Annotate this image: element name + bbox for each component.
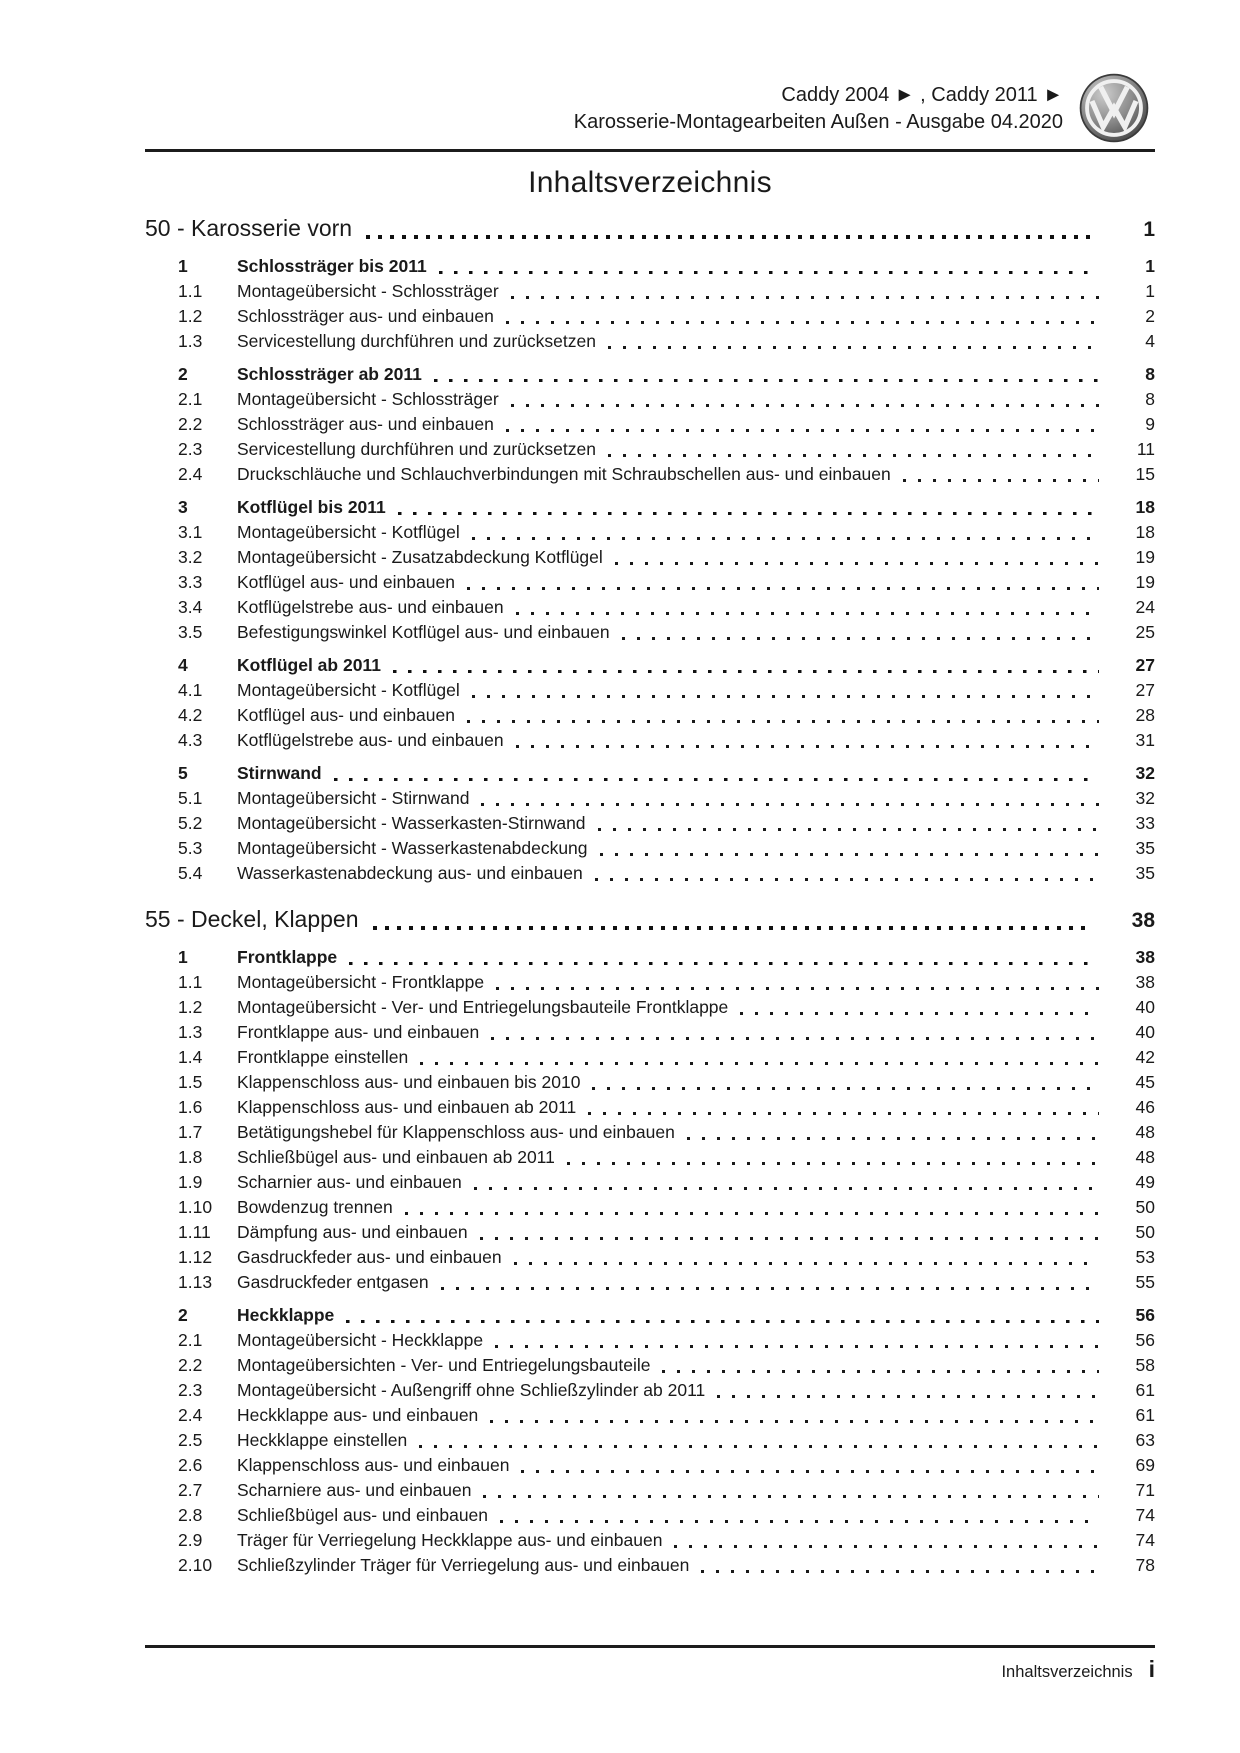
- toc-entry-page: 74: [1135, 1530, 1155, 1550]
- toc-entry-number: 5.2: [178, 813, 203, 833]
- toc-entry-page: 18: [1135, 522, 1155, 542]
- toc-entry-title: Gasdruckfeder entgasen: [237, 1272, 429, 1292]
- toc-entry-number: 1: [178, 947, 188, 967]
- toc-entry-number: 5.4: [178, 863, 203, 883]
- page-footer: [1001, 1656, 1155, 1683]
- toc-row: [145, 329, 1155, 354]
- toc-entry-title: Schließbügel aus- und einbauen: [237, 1505, 489, 1525]
- toc-entry-title: Kotflügel bis 2011: [237, 497, 386, 517]
- toc: [145, 212, 1155, 1578]
- toc-row: [145, 811, 1155, 836]
- toc-entry-title: Kotflügel aus- und einbauen: [237, 705, 455, 725]
- toc-entry-title: Kotflügelstrebe aus- und einbauen: [237, 597, 504, 617]
- header-document-line: Karosserie-Montagearbeiten Außen - Ausgabe 04.2020: [573, 111, 1063, 133]
- dot-leader: [514, 1262, 1099, 1265]
- toc-entry-number: 3.1: [178, 522, 203, 542]
- toc-row: [145, 995, 1155, 1020]
- toc-entry-title: Klappenschloss aus- und einbauen ab 2011: [237, 1097, 577, 1117]
- toc-entry-page: 46: [1135, 1097, 1155, 1117]
- toc-entry-page: 63: [1135, 1430, 1155, 1450]
- toc-row: [145, 1553, 1155, 1578]
- toc-row: [145, 1120, 1155, 1145]
- dot-leader: [516, 745, 1099, 748]
- toc-row: [145, 1220, 1155, 1245]
- toc-row: [145, 254, 1155, 279]
- toc-chapter-page: 1: [1143, 218, 1155, 241]
- toc-row: [145, 1195, 1155, 1220]
- toc-entry-page: 61: [1135, 1380, 1155, 1400]
- toc-entry-page: 35: [1135, 838, 1155, 858]
- toc-row: [145, 279, 1155, 304]
- toc-entry-title: Bowdenzug trennen: [237, 1197, 393, 1217]
- dot-leader: [483, 1495, 1099, 1498]
- toc-entry-title: Montageübersicht - Außengriff ohne Schließzylinder ab 2011: [237, 1380, 706, 1400]
- dot-leader: [588, 1112, 1099, 1115]
- toc-entry-number: 2.1: [178, 1330, 203, 1350]
- toc-row: [145, 861, 1155, 886]
- toc-entry-title: Montageübersichten - Ver- und Entriegelungsbauteile: [237, 1355, 651, 1375]
- toc-entry-number: 3.4: [178, 597, 203, 617]
- toc-entry-page: 32: [1135, 788, 1155, 808]
- toc-entry-number: 1.3: [178, 331, 203, 351]
- toc-entry-page: 25: [1135, 622, 1155, 642]
- footer-label: Inhaltsverzeichnis: [1001, 1663, 1133, 1681]
- toc-entry-title: Kotflügelstrebe aus- und einbauen: [237, 730, 504, 750]
- toc-row: [145, 678, 1155, 703]
- toc-row: [145, 1328, 1155, 1353]
- dot-leader: [481, 803, 1099, 806]
- toc-entry-title: Servicestellung durchführen und zurücksetzen: [237, 439, 596, 459]
- toc-entry-title: Schließbügel aus- und einbauen ab 2011: [237, 1147, 555, 1167]
- toc-entry-number: 2.6: [178, 1455, 203, 1475]
- toc-entry-title: Träger für Verriegelung Heckklappe aus- und einbauen: [237, 1530, 663, 1550]
- toc-entry-page: 28: [1135, 705, 1155, 725]
- toc-entry-number: 3.2: [178, 547, 203, 567]
- toc-entry-title: Klappenschloss aus- und einbauen: [237, 1455, 510, 1475]
- toc-entry-page: 18: [1135, 497, 1155, 517]
- dot-leader: [420, 1062, 1099, 1065]
- toc-entry-title: Scharnier aus- und einbauen: [237, 1172, 462, 1192]
- footer-page-number: i: [1148, 1656, 1155, 1682]
- toc-entry-number: 1.10: [178, 1197, 213, 1217]
- dot-leader: [490, 1420, 1099, 1423]
- toc-entry-page: 1: [1145, 281, 1155, 301]
- dot-leader: [480, 1237, 1099, 1240]
- dot-leader: [405, 1212, 1099, 1215]
- toc-entry-page: 40: [1135, 1022, 1155, 1042]
- header-models-line: Caddy 2004 ► , Caddy 2011 ►: [781, 84, 1063, 106]
- toc-entry-title: Schlossträger aus- und einbauen: [237, 414, 494, 434]
- toc-entry-page: 2: [1145, 306, 1155, 326]
- toc-entry-title: Frontklappe einstellen: [237, 1047, 409, 1067]
- toc-row: [145, 1170, 1155, 1195]
- toc-row: [145, 1503, 1155, 1528]
- toc-entry-page: 19: [1135, 547, 1155, 567]
- toc-entry-page: 49: [1135, 1172, 1155, 1192]
- toc-row: [145, 412, 1155, 437]
- toc-entry-number: 2.4: [178, 1405, 203, 1425]
- toc-entry-number: 1.12: [178, 1247, 213, 1267]
- toc-entry-title: Montageübersicht - Heckklappe: [237, 1330, 484, 1350]
- toc-entry-page: 24: [1135, 597, 1155, 617]
- dot-leader: [511, 404, 1099, 407]
- dot-leader: [615, 562, 1099, 565]
- dot-leader: [511, 296, 1099, 299]
- toc-row: [145, 1378, 1155, 1403]
- dot-leader: [674, 1545, 1099, 1548]
- toc-entry-page: 31: [1135, 730, 1155, 750]
- toc-row: [145, 520, 1155, 545]
- dot-leader: [516, 612, 1099, 615]
- toc-row: [145, 1303, 1155, 1328]
- toc-entry-number: 1.2: [178, 997, 203, 1017]
- toc-row: [145, 1428, 1155, 1453]
- toc-entry-number: 1.3: [178, 1022, 203, 1042]
- dot-leader: [474, 1187, 1099, 1190]
- toc-entry-page: 78: [1135, 1555, 1155, 1575]
- toc-entry-title: Montageübersicht - Schlossträger: [237, 389, 499, 409]
- toc-entry-number: 1: [178, 256, 188, 276]
- dot-leader: [441, 1287, 1099, 1290]
- toc-row: [145, 437, 1155, 462]
- toc-entry-title: Schließzylinder Träger für Verriegelung aus- und einbauen: [237, 1555, 690, 1575]
- toc-entry-title: Dämpfung aus- und einbauen: [237, 1222, 468, 1242]
- toc-row: [145, 836, 1155, 861]
- dot-leader: [622, 637, 1099, 640]
- toc-row: [145, 703, 1155, 728]
- dot-leader: [393, 670, 1099, 674]
- toc-row: [145, 495, 1155, 520]
- dot-leader: [496, 987, 1099, 990]
- toc-entry-number: 5: [178, 763, 188, 783]
- toc-row: [145, 728, 1155, 753]
- page-title: Inhaltsverzeichnis: [528, 166, 772, 199]
- toc-entry-number: 1.6: [178, 1097, 203, 1117]
- toc-row: [145, 1020, 1155, 1045]
- toc-row: [145, 545, 1155, 570]
- dot-leader: [495, 1345, 1099, 1348]
- toc-row: [145, 1245, 1155, 1270]
- toc-entry-title: Servicestellung durchführen und zurücksetzen: [237, 331, 596, 351]
- toc-entry-number: 2.10: [178, 1555, 213, 1575]
- toc-entry-title: Heckklappe einstellen: [237, 1430, 408, 1450]
- toc-entry-title: Schlossträger bis 2011: [237, 256, 427, 276]
- toc-row: [145, 620, 1155, 645]
- toc-entry-title: Montageübersicht - Frontklappe: [237, 972, 485, 992]
- toc-entry-title: Kotflügel aus- und einbauen: [237, 572, 455, 592]
- toc-entry-title: Klappenschloss aus- und einbauen bis 2010: [237, 1072, 581, 1092]
- toc-row: [145, 304, 1155, 329]
- toc-entry-number: 2.9: [178, 1530, 203, 1550]
- dot-leader: [398, 512, 1099, 516]
- toc-row: [145, 462, 1155, 487]
- toc-entry-title: Stirnwand: [237, 763, 322, 783]
- toc-entry-number: 3.3: [178, 572, 203, 592]
- dot-leader: [366, 235, 1093, 239]
- toc-entry-title: Schlossträger aus- und einbauen: [237, 306, 494, 326]
- dot-leader: [662, 1370, 1099, 1373]
- toc-row: [145, 1145, 1155, 1170]
- toc-entry-number: 1.4: [178, 1047, 203, 1067]
- toc-row: [145, 1403, 1155, 1428]
- toc-entry-page: 27: [1135, 655, 1155, 675]
- toc-entry-title: Heckklappe aus- und einbauen: [237, 1405, 479, 1425]
- toc-entry-page: 11: [1136, 439, 1155, 459]
- toc-entry-title: Betätigungshebel für Klappenschloss aus- und einbauen: [237, 1122, 675, 1142]
- toc-entry-number: 2.2: [178, 414, 203, 434]
- toc-entry-number: 1.13: [178, 1272, 213, 1292]
- dot-leader: [598, 828, 1099, 831]
- toc-entry-number: 2.3: [178, 439, 203, 459]
- toc-entry-number: 1.1: [178, 972, 203, 992]
- dot-leader: [608, 454, 1099, 457]
- toc-entry-number: 1.11: [178, 1222, 211, 1242]
- dot-leader: [717, 1395, 1099, 1398]
- toc-row: [145, 1270, 1155, 1295]
- dot-leader: [592, 1087, 1099, 1090]
- toc-entry-title: Montageübersicht - Kotflügel: [237, 522, 460, 542]
- dot-leader: [472, 695, 1099, 698]
- toc-entry-page: 61: [1135, 1405, 1155, 1425]
- dot-leader: [373, 926, 1093, 930]
- toc-entry-page: 19: [1135, 572, 1155, 592]
- toc-entry-title: Gasdruckfeder aus- und einbauen: [237, 1247, 502, 1267]
- toc-entry-number: 1.7: [178, 1122, 203, 1142]
- toc-entry-page: 50: [1135, 1222, 1155, 1242]
- header-divider: [145, 149, 1155, 152]
- toc-entry-title: Montageübersicht - Wasserkastenabdeckung: [237, 838, 588, 858]
- toc-chapter-row: [145, 903, 1155, 937]
- toc-entry-number: 2.2: [178, 1355, 203, 1375]
- toc-entry-page: 74: [1135, 1505, 1155, 1525]
- dot-leader: [467, 587, 1099, 590]
- dot-leader: [687, 1137, 1099, 1140]
- toc-entry-title: Montageübersicht - Kotflügel: [237, 680, 460, 700]
- toc-entry-page: 48: [1135, 1147, 1155, 1167]
- dot-leader: [349, 962, 1099, 966]
- toc-entry-page: 33: [1135, 813, 1155, 833]
- toc-entry-page: 50: [1135, 1197, 1155, 1217]
- toc-row: [145, 595, 1155, 620]
- dot-leader: [595, 878, 1099, 881]
- dot-leader: [521, 1470, 1099, 1473]
- dot-leader: [491, 1037, 1099, 1040]
- dot-leader: [467, 720, 1099, 723]
- toc-row: [145, 653, 1155, 678]
- dot-leader: [419, 1445, 1099, 1448]
- toc-entry-number: 2.1: [178, 389, 203, 409]
- toc-entry-page: 4: [1145, 331, 1155, 351]
- toc-entry-page: 69: [1135, 1455, 1155, 1475]
- toc-row: [145, 570, 1155, 595]
- toc-row: [145, 1045, 1155, 1070]
- toc-entry-number: 4.2: [178, 705, 203, 725]
- vw-logo-icon: [1079, 73, 1149, 143]
- toc-row: [145, 970, 1155, 995]
- toc-entry-number: 3: [178, 497, 188, 517]
- toc-entry-number: 2: [178, 1305, 188, 1325]
- toc-entry-number: 4.3: [178, 730, 203, 750]
- toc-entry-page: 56: [1135, 1305, 1155, 1325]
- toc-entry-title: Montageübersicht - Stirnwand: [237, 788, 470, 808]
- footer-divider: [145, 1645, 1155, 1648]
- dot-leader: [701, 1570, 1099, 1573]
- toc-row: [145, 1095, 1155, 1120]
- toc-row: [145, 1070, 1155, 1095]
- dot-leader: [608, 346, 1099, 349]
- dot-leader: [334, 778, 1099, 782]
- toc-entry-number: 5.1: [178, 788, 203, 808]
- toc-entry-page: 58: [1135, 1355, 1155, 1375]
- toc-row: [145, 387, 1155, 412]
- toc-row: [145, 1528, 1155, 1553]
- toc-entry-title: Schlossträger ab 2011: [237, 364, 422, 384]
- toc-chapter-row: [145, 212, 1155, 246]
- toc-entry-page: 38: [1135, 972, 1155, 992]
- toc-entry-page: 8: [1145, 389, 1155, 409]
- toc-entry-title: Frontklappe: [237, 947, 338, 967]
- toc-entry-page: 42: [1135, 1047, 1155, 1067]
- toc-entry-page: 32: [1135, 763, 1155, 783]
- toc-entry-title: Montageübersicht - Zusatzabdeckung Kotflügel: [237, 547, 603, 567]
- toc-entry-page: 27: [1135, 680, 1155, 700]
- toc-row: [145, 1453, 1155, 1478]
- toc-entry-title: Befestigungswinkel Kotflügel aus- und einbauen: [237, 622, 610, 642]
- toc-entry-number: 2: [178, 364, 188, 384]
- dot-leader: [506, 321, 1099, 324]
- toc-entry-title: Montageübersicht - Wasserkasten-Stirnwand: [237, 813, 586, 833]
- toc-entry-number: 2.7: [178, 1480, 203, 1500]
- toc-entry-page: 35: [1135, 863, 1155, 883]
- toc-entry-page: 40: [1135, 997, 1155, 1017]
- dot-leader: [434, 379, 1099, 383]
- page-header: [574, 82, 1063, 136]
- toc-chapter-title: 55 - Deckel, Klappen: [145, 906, 359, 932]
- toc-entry-page: 53: [1135, 1247, 1155, 1267]
- toc-entry-number: 5.3: [178, 838, 203, 858]
- toc-entry-number: 2.8: [178, 1505, 203, 1525]
- dot-leader: [600, 853, 1099, 856]
- toc-row: [145, 945, 1155, 970]
- toc-entry-title: Druckschläuche und Schlauchverbindungen mit Schraubschellen aus- und einbauen: [237, 464, 891, 484]
- toc-entry-page: 8: [1145, 364, 1155, 384]
- toc-entry-page: 15: [1135, 464, 1155, 484]
- dot-leader: [472, 537, 1099, 540]
- toc-row: [145, 786, 1155, 811]
- toc-entry-title: Frontklappe aus- und einbauen: [237, 1022, 480, 1042]
- toc-entry-title: Wasserkastenabdeckung aus- und einbauen: [237, 863, 583, 883]
- toc-row: [145, 1353, 1155, 1378]
- toc-chapter-block: [145, 903, 1155, 1578]
- toc-entry-number: 1.2: [178, 306, 203, 326]
- toc-entry-page: 71: [1135, 1480, 1155, 1500]
- toc-entry-page: 48: [1135, 1122, 1155, 1142]
- toc-entry-number: 2.3: [178, 1380, 203, 1400]
- dot-leader: [903, 479, 1099, 482]
- toc-entry-number: 4: [178, 655, 188, 675]
- toc-entry-number: 2.5: [178, 1430, 203, 1450]
- toc-entry-page: 55: [1135, 1272, 1155, 1292]
- dot-leader: [346, 1320, 1099, 1324]
- toc-entry-page: 9: [1145, 414, 1155, 434]
- toc-entry-page: 56: [1135, 1330, 1155, 1350]
- toc-chapter-page: 38: [1131, 909, 1155, 932]
- toc-entry-page: 38: [1135, 947, 1155, 967]
- dot-leader: [506, 429, 1099, 432]
- toc-entry-number: 1.1: [178, 281, 203, 301]
- toc-entry-number: 1.9: [178, 1172, 203, 1192]
- toc-entry-page: 1: [1145, 256, 1155, 276]
- dot-leader: [567, 1162, 1099, 1165]
- toc-row: [145, 761, 1155, 786]
- dot-leader: [500, 1520, 1099, 1523]
- toc-row: [145, 1478, 1155, 1503]
- toc-chapter-title: 50 - Karosserie vorn: [145, 215, 353, 241]
- toc-entry-number: 1.5: [178, 1072, 203, 1092]
- toc-entry-title: Montageübersicht - Schlossträger: [237, 281, 499, 301]
- toc-entry-number: 2.4: [178, 464, 203, 484]
- toc-entry-number: 4.1: [178, 680, 203, 700]
- dot-leader: [439, 271, 1099, 275]
- toc-row: [145, 362, 1155, 387]
- dot-leader: [740, 1012, 1099, 1015]
- toc-entry-title: Scharniere aus- und einbauen: [237, 1480, 472, 1500]
- toc-entry-title: Kotflügel ab 2011: [237, 655, 381, 675]
- toc-entry-title: Heckklappe: [237, 1305, 335, 1325]
- toc-entry-number: 3.5: [178, 622, 203, 642]
- toc-chapter-block: [145, 212, 1155, 886]
- toc-entry-number: 1.8: [178, 1147, 203, 1167]
- toc-entry-title: Montageübersicht - Ver- und Entriegelungsbauteile Frontklappe: [237, 997, 729, 1017]
- toc-entry-page: 45: [1135, 1072, 1155, 1092]
